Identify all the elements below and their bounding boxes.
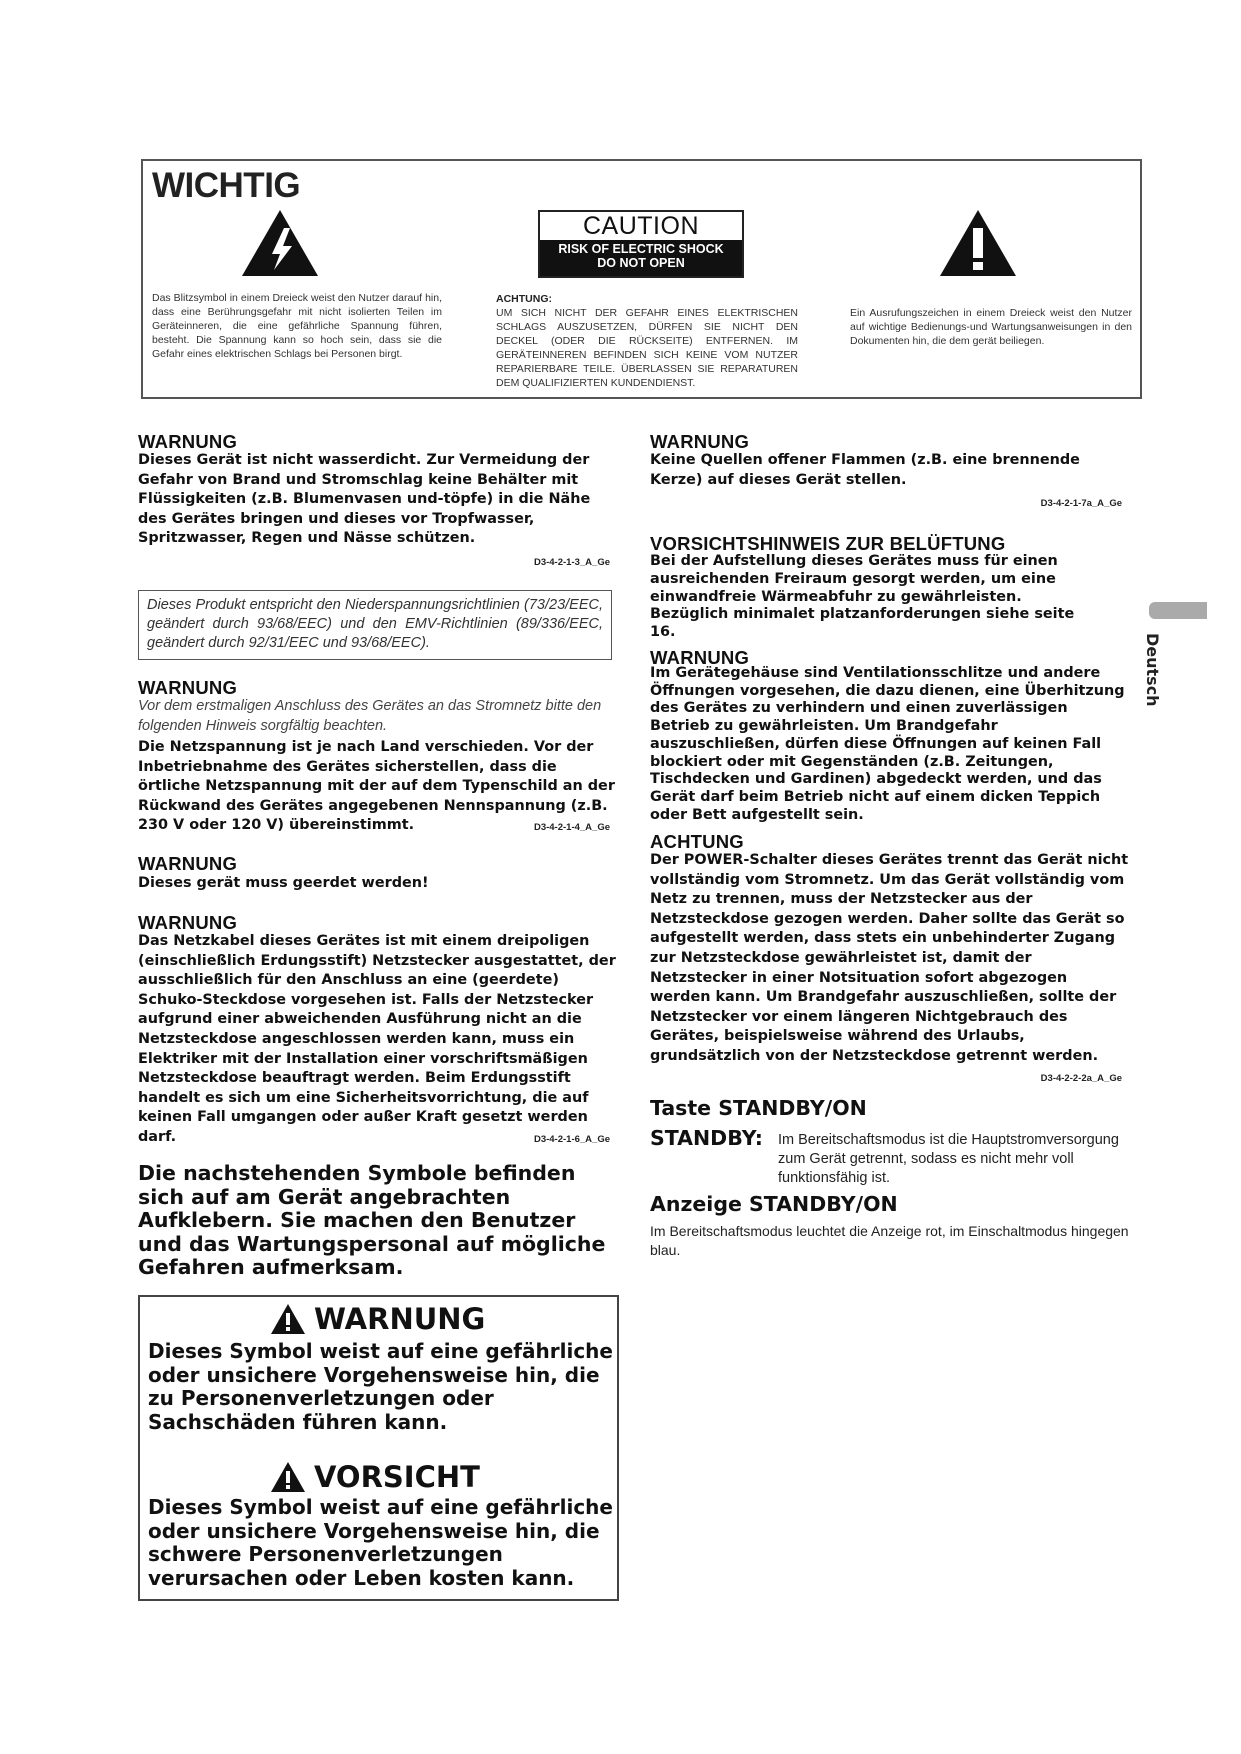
left-warn3-title: WARNUNG xyxy=(138,853,238,874)
left-warn2-title: WARNUNG xyxy=(138,677,238,698)
vent-title: VORSICHTSHINWEIS ZUR BELÜFTUNG xyxy=(650,533,1006,554)
left-warn1-title: WARNUNG xyxy=(138,431,238,452)
achtung-title: ACHTUNG: xyxy=(496,293,552,305)
left-warn4-title: WARNUNG xyxy=(138,912,238,933)
caution-label-line2: DO NOT OPEN xyxy=(597,256,685,270)
right-achtung-text: Der POWER-Schalter dieses Gerätes trennt das Gerät nicht vollständig vom Stromnetz. Um das Gerät vollständig vom Netz zu trennen, muss der Netzstecker aus der Netzsteckdose gezogen werden. Daher sollte das Gerät so aufgestellt werden, dass stets ein unbehinderter Zugang zur Netzsteckdose gewährleistet ist, damit der Netzstecker in einer Notsituation sofort abgezogen werden kann. Um Brandgefahr auszuschließen, sollte der Netzstecker vor einem längeren Nichtgebrauch des Gerätes, beispielsweise während des Urlaubs, grundsätzlich von der Netzsteckdose getrennt werden. xyxy=(650,852,1129,1064)
box-caution-head: VORSICHT xyxy=(314,1460,480,1494)
box-caution-heading xyxy=(270,1460,480,1494)
vent-text: Bei der Aufstellung dieses Gerätes muss für einen ausreichenden Freiraum gesorgt werden, um eine einwandfreie Wärmeabfuhr zu gewährleisten. Bezüglich minimalet platzanforderungen siehe seite 16. xyxy=(650,553,1075,641)
indicator-text: Im Bereitschaftsmodus leuchtet die Anzeige rot, im Einschaltmodus hingegen blau. xyxy=(650,1223,1129,1258)
left-warn2-code: D3-4-2-1-4_A_Ge xyxy=(533,822,610,833)
right-achtung-code: D3-4-2-2-2a_A_Ge xyxy=(1040,1073,1122,1084)
achtung-block xyxy=(496,292,798,390)
important-title: WICHTIG xyxy=(152,166,301,205)
left-warn2-italic: Vor dem erstmaligen Anschluss des Gerätes an das Stromnetz bitte den folgenden Hinweis sorgfältig beachten. xyxy=(138,698,602,734)
indicator-heading: Anzeige STANDBY/ON xyxy=(650,1192,898,1216)
language-side-tab xyxy=(1149,602,1207,619)
left-warn1-text: Dieses Gerät ist nicht wasserdicht. Zur Vermeidung der Gefahr von Brand und Stromschlag keine Behälter mit Flüssigkeiten (z.B. Blumenvasen und-töpfe) in die Nähe des Gerätes bringen und dieses vor Tropfwasser, Spritzwasser, Regen und Nässe schützen. xyxy=(138,452,591,547)
standby-heading: Taste STANDBY/ON xyxy=(650,1096,867,1120)
right-warn1-text: Keine Quellen offener Flammen (z.B. eine brennende Kerze) auf dieses Gerät stellen. xyxy=(650,452,1080,488)
standby-text: Im Bereitschaftsmodus ist die Hauptstromversorgung zum Gerät getrennt, sodass es nicht mehr voll funktionsfähig ist. xyxy=(778,1132,1119,1186)
box-warn-heading xyxy=(270,1302,485,1336)
box-warn-head: WARNUNG xyxy=(314,1302,486,1336)
caution-label-top: CAUTION xyxy=(583,212,699,240)
left-warn3-text: Dieses gerät muss geerdet werden! xyxy=(138,875,429,891)
left-warn2-text: Die Netzspannung ist je nach Land verschieden. Vor der Inbetriebnahme des Gerätes sicherstellen, dass die örtliche Netzspannung mit der auf dem Typenschild an der Rückwand des Gerätes angegebenen Nennspannung (z.B. 230 V oder 120 V) übereinstimmt. xyxy=(138,739,615,834)
caution-label xyxy=(538,210,744,278)
symbols-intro: Die nachstehenden Symbole befinden sich auf am Gerät angebrachten Aufklebern. Sie machen den Benutzer und das Wartungspersonal auf mögliche Gefahren aufmerksam. xyxy=(138,1161,606,1279)
right-warn2-title: WARNUNG xyxy=(650,647,750,668)
directive-box: Dieses Produkt entspricht den Niederspannungsrichtlinien (73/23/EEC, geändert durch 93/68/EEC) und den EMV-Richtlinien (89/336/EEC, geändert durch 92/31/EEC und 93/68/EEC). xyxy=(138,590,612,660)
achtung-text: UM SICH NICHT DER GEFAHR EINES ELEKTRISCHEN SCHLAGS AUSZUSETZEN, DÜRFEN SIE NICHT DEN DECKEL (ODER DIE RÜCKSEITE) ENTFERNEN. IM GERÄTEINNEREN BEFINDEN SICH KEINE VOM NUTZER REPARIERBARE TEILE. ÜBERLASSEN SIE REPARATUREN DEM QUALIFIZIERTEN KUNDENDIENST. xyxy=(496,307,798,389)
left-warn4-code: D3-4-2-1-6_A_Ge xyxy=(533,1134,610,1145)
caution-triangle-icon xyxy=(270,1461,306,1493)
standby-label: STANDBY: xyxy=(650,1126,763,1150)
right-warn2-text: Im Gerätegehäuse sind Ventilationsschlitze und andere Öffnungen vorgesehen, die dazu dienen, eine Überhitzung des Gerätes zu verhindern und einen zuverlässigen Betrieb zu gewährleisten. Um Brandgefahr auszuschließen, dürfen diese Öffnungen auf keinen Fall blockiert oder mit Gegenständen (z.B. Zeitungen, Tischdecken und Gardinen) abgedeckt werden, und das Gerät darf beim Betrieb nicht auf einem dicken Teppich oder Bett aufgestellt sein. xyxy=(650,665,1125,823)
lightning-symbol-text: Das Blitzsymbol in einem Dreieck weist den Nutzer darauf hin, dass eine Berührungsgefahr mit nicht isolierten Teilen im Geräteinneren, die eine gefährliche Spannung führen, besteht. Die Spannung kann so hoch sein, dass sie die Gefahr eines elektrischen Schlags bei Personen birgt. xyxy=(152,292,442,360)
right-warn1-code: D3-4-2-1-7a_A_Ge xyxy=(1040,498,1122,509)
exclamation-warning-icon xyxy=(938,208,1018,278)
right-warn1-title: WARNUNG xyxy=(650,431,750,452)
box-caution-text: Dieses Symbol weist auf eine gefährliche oder unsichere Vorgehensweise hin, die schwere Personenverletzungen verursachen oder Leben kosten kann. xyxy=(148,1495,613,1590)
warning-triangle-icon xyxy=(270,1303,306,1335)
exclamation-symbol-text: Ein Ausrufungszeichen in einem Dreieck weist den Nutzer auf wichtige Bedienungs-und Wartungsanweisungen in den Dokumenten hin, die dem gerät beiliegen. xyxy=(850,307,1132,347)
lightning-warning-icon xyxy=(240,208,320,278)
caution-label-bottom xyxy=(540,240,742,276)
language-side-label: Deutsch xyxy=(1143,633,1162,707)
left-warn1-code: D3-4-2-1-3_A_Ge xyxy=(533,557,610,568)
left-warn4-text: Das Netzkabel dieses Gerätes ist mit einem dreipoligen (einschließlich Erdungsstift) Netzstecker ausgestattet, der ausschließlich für den Anschluss an eine (geerdete) Schuko-Steckdose vorgesehen ist. Falls der Netzstecker aufgrund einer abweichenden Ausführung nicht an die Netzsteckdose angeschlossen werden kann, muss ein Elektriker mit der Installation einer vorschriftsmäßigen Netzsteckdose beauftragt werden. Beim Erdungsstift handelt es sich um eine Sicherheitsvorrichtung, die auf keinen Fall umgangen oder außer Kraft gesetzt werden darf. xyxy=(138,933,616,1145)
right-achtung-title: ACHTUNG xyxy=(650,831,744,852)
box-warn-text: Dieses Symbol weist auf eine gefährliche oder unsichere Vorgehensweise hin, die zu Personenverletzungen oder Sachschäden führen kann. xyxy=(148,1339,613,1434)
caution-label-line1: RISK OF ELECTRIC SHOCK xyxy=(558,242,724,256)
